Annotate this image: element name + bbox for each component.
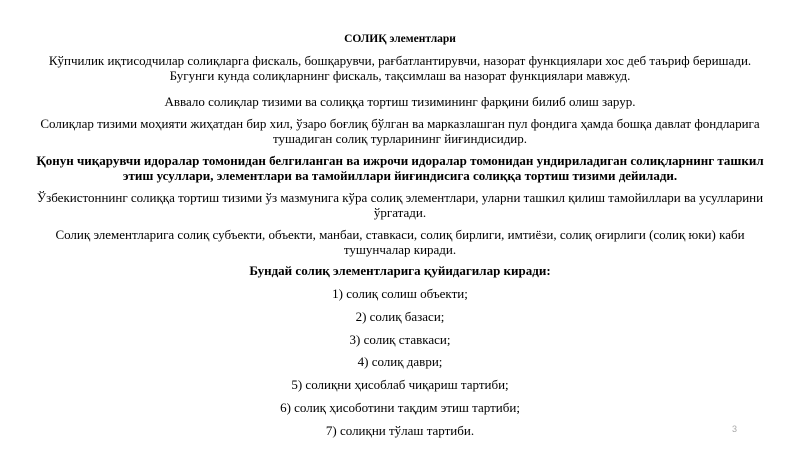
slide-title: СОЛИҚ элементлари [344,33,456,45]
paragraph-taxation-system-definition: Қонун чиқарувчи идоралар томонидан белгиланган ва ижрочи идоралар томонидан ундириладиган солиқларнинг ташкил этиш усуллари, элементлари ва тамойиллари йиғиндисига солиққа тортиш тизими дейилади. [36,153,764,183]
list-item: 3) солиқ ставкаси; [349,332,451,347]
paragraph-tax-system: Солиқлар тизими моҳияти жиҳатдан бир хил, ўзаро боғлиқ бўлган ва марказлашган пул фондига ҳамда бошқа давлат фондларига тушадиган солиқ турларининг йиғиндисидир. [40,116,760,146]
page-number: 3 [732,424,738,434]
paragraph-tax-functions: Кўпчилик иқтисодчилар солиқларга фискаль, бошқарувчи, рағбатлантирувчи, назорат функциялари хос деб таъриф беришади. Бугунги кунда солиқларнинг фискаль, тақсимлаш ва назорат функциялари мавжуд. [48,53,752,83]
list-item: 6) солиқ ҳисоботини тақдим этиш тартиби; [280,400,520,415]
paragraph-uzbekistan-system: Ўзбекистоннинг солиққа тортиш тизими ўз мазмунига кўра солиқ элементлари, уларни ташкил қилиш тамойиллари ва усулларини ўргатади. [36,190,764,220]
list-item: 5) солиқни ҳисоблаб чиқариш тартиби; [291,377,509,392]
list-item: 7) солиқни тўлаш тартиби. [325,423,475,438]
list-item: 2) солиқ базаси; [355,309,445,324]
paragraph-tax-elements: Солиқ элементларига солиқ субъекти, объекти, манбаи, ставкаси, солиқ бирлиги, имтиёзи, солиқ оғирлиги (солиқ юки) каби тушунчалар киради. [55,227,745,257]
list-heading: Бундай солиқ элементларига қуйидагилар киради: [249,263,551,278]
list-item: 1) солиқ солиш объекти; [332,286,468,301]
list-item: 4) солиқ даври; [357,354,443,369]
paragraph-difference: Аввало солиқлар тизими ва солиққа тортиш тизимининг фарқини билиб олиш зарур. [164,94,636,109]
